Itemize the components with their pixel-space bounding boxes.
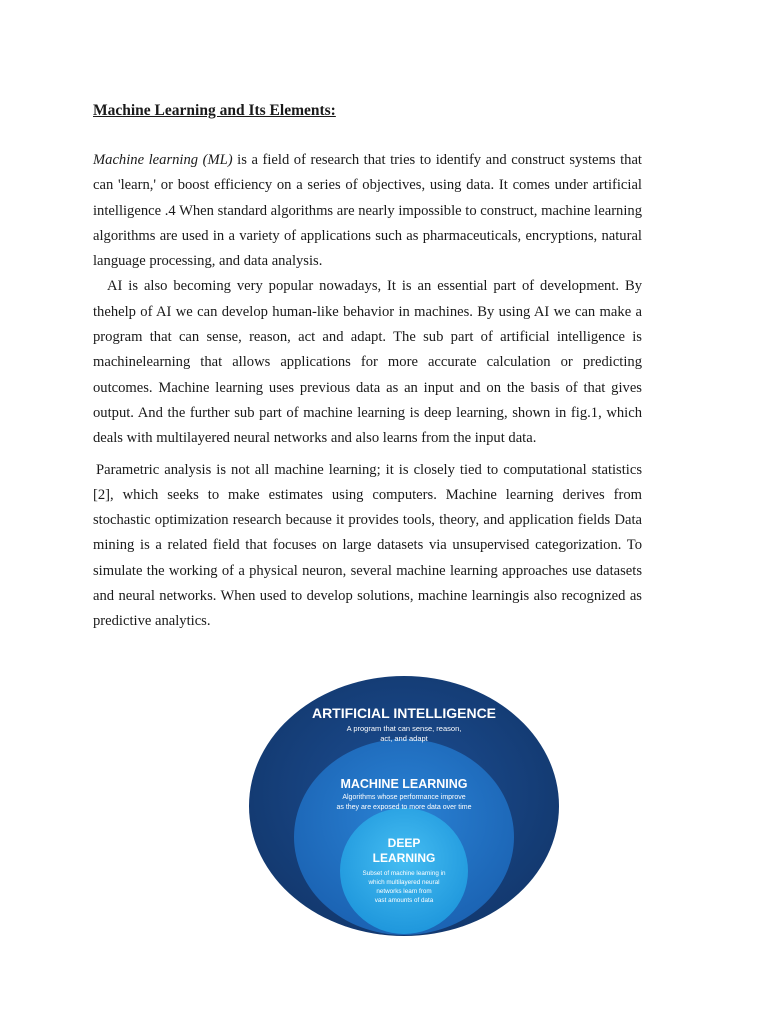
ai-title: ARTIFICIAL INTELLIGENCE: [311, 705, 497, 721]
ai-desc-line2: act, and adapt: [380, 734, 428, 743]
dl-title-line1: DEEP: [387, 836, 421, 850]
document-page: [93, 100, 642, 635]
paragraph-1-text: is a field of research that tries to identify and construct systems that can 'learn,' or boost efficiency on a series of objectives, using data. It comes under artificial intelligence .4 When standard algorithms are nearly impossible to construct, machine learning algorithms are used in a variety of applications such as pharmaceuticals, encryptions, natural language processing, and data analysis.: [93, 152, 642, 270]
ml-title: MACHINE LEARNING: [340, 777, 468, 791]
ml-desc-line2: as they are exposed to more data over time: [336, 804, 472, 811]
dl-desc-line4: vast amounts of data: [374, 897, 434, 904]
dl-title-line2: LEARNING: [372, 851, 436, 865]
dl-desc-line2: which multilayered neural: [368, 879, 440, 886]
ai-desc-line1: A program that can sense, reason,: [346, 724, 462, 733]
ml-desc-line1: Algorithms whose performance improve: [342, 794, 466, 801]
nested-circles-diagram: [248, 675, 560, 937]
paragraph-3: Parametric analysis is not all machine learning; it is closely tied to computational statistics [2], which seeks to make estimates using computers. Machine learning derives from stochastic optimization research because it provides tools, theory, and application fields Data mining is a related field that focuses on large datasets via unsupervised categorization. To simulate the working of a physical neuron, several machine learning approaches use datasets and neural networks. When used to develop solutions, machine learningis also recognized as predictive analytics.: [93, 461, 642, 630]
dl-desc-line3: networks learn from: [376, 888, 432, 895]
paragraph-2: AI is also becoming very popular nowadays, It is an essential part of development. By thehelp of AI we can develop human-like behavior in machines. By using AI we can make a program that can sense, reason, act and adapt. The sub part of artificial intelligence is machinelearning that allows applications for more accurate calculation or predicting outcomes. Machine learning uses previous data as an input and on the basis of that gives output. And the further sub part of machine learning is deep learning, shown in fig.1, which deals with multilayered neural networks and also learns from the input data.: [93, 278, 642, 447]
ai-ml-dl-diagram: [248, 675, 560, 937]
paragraph-1: [93, 148, 642, 274]
section-heading: Machine Learning and Its Elements:: [93, 102, 336, 119]
ml-term: Machine learning (ML): [93, 152, 233, 168]
dl-desc-line1: Subset of machine learning in: [362, 870, 446, 877]
